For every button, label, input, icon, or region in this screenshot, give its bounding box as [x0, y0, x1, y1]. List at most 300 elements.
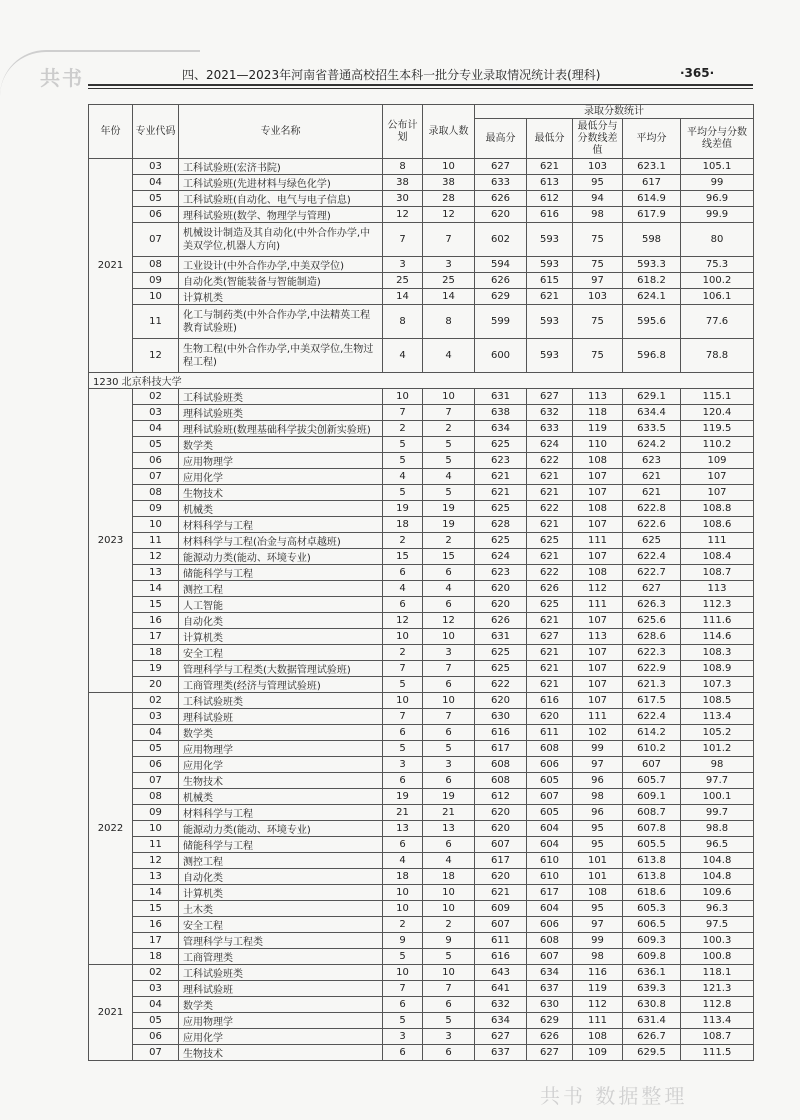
brand-logo: 共书: [40, 66, 84, 90]
cell-plan: 5: [383, 677, 423, 693]
cell-code: 04: [133, 725, 179, 741]
cell-max: 625: [475, 661, 527, 677]
cell-admit: 10: [423, 389, 475, 405]
cell-admit: 3: [423, 645, 475, 661]
cell-name: 储能科学与工程: [179, 837, 383, 853]
year-cell: 2021: [89, 965, 133, 1061]
cell-code: 02: [133, 389, 179, 405]
cell-avg-diff: 97.5: [681, 917, 754, 933]
cell-min-diff: 108: [573, 565, 623, 581]
cell-min-diff: 107: [573, 469, 623, 485]
table-row: [89, 741, 754, 757]
cell-min-diff: 95: [573, 821, 623, 837]
cell-avg: 636.1: [623, 965, 681, 981]
cell-code: 15: [133, 597, 179, 613]
cell-min: 616: [527, 693, 573, 709]
cell-avg: 623.1: [623, 159, 681, 175]
table-row: [89, 549, 754, 565]
cell-avg-diff: 100.2: [681, 273, 754, 289]
cell-code: 17: [133, 629, 179, 645]
cell-min: 633: [527, 421, 573, 437]
cell-name: 工科试验班(宏济书院): [179, 159, 383, 175]
cell-avg: 613.8: [623, 869, 681, 885]
cell-avg-diff: 121.3: [681, 981, 754, 997]
cell-admit: 7: [423, 981, 475, 997]
cell-name: 应用化学: [179, 1029, 383, 1045]
cell-plan: 25: [383, 273, 423, 289]
cell-avg: 596.8: [623, 339, 681, 373]
cell-max: 621: [475, 885, 527, 901]
cell-max: 599: [475, 305, 527, 339]
table-row: [89, 661, 754, 677]
cell-code: 14: [133, 581, 179, 597]
cell-avg: 614.9: [623, 191, 681, 207]
cell-avg-diff: 105.1: [681, 159, 754, 175]
table-row: [89, 1045, 754, 1061]
table-row: [89, 949, 754, 965]
cell-admit: 5: [423, 485, 475, 501]
cell-max: 627: [475, 1029, 527, 1045]
table-row: [89, 885, 754, 901]
page-number: ·365·: [680, 66, 715, 80]
cell-max: 634: [475, 421, 527, 437]
cell-avg: 622.9: [623, 661, 681, 677]
cell-name: 应用物理学: [179, 453, 383, 469]
cell-avg-diff: 107: [681, 469, 754, 485]
cell-plan: 19: [383, 789, 423, 805]
cell-max: 608: [475, 773, 527, 789]
cell-avg-diff: 112.3: [681, 597, 754, 613]
cell-plan: 5: [383, 1013, 423, 1029]
cell-name: 工科试验班类: [179, 389, 383, 405]
cell-min-diff: 75: [573, 223, 623, 257]
cell-plan: 5: [383, 453, 423, 469]
cell-admit: 5: [423, 453, 475, 469]
cell-max: 631: [475, 389, 527, 405]
cell-min: 607: [527, 949, 573, 965]
cell-min-diff: 110: [573, 437, 623, 453]
cell-avg: 622.8: [623, 501, 681, 517]
year-cell: 2021: [89, 159, 133, 373]
cell-min: 621: [527, 289, 573, 305]
cell-avg: 610.2: [623, 741, 681, 757]
cell-min-diff: 97: [573, 757, 623, 773]
cell-name: 材料科学与工程: [179, 805, 383, 821]
cell-plan: 2: [383, 421, 423, 437]
cell-avg-diff: 113.4: [681, 1013, 754, 1029]
cell-admit: 2: [423, 917, 475, 933]
cell-admit: 10: [423, 901, 475, 917]
cell-plan: 18: [383, 869, 423, 885]
cell-code: 04: [133, 997, 179, 1013]
cell-avg-diff: 96.9: [681, 191, 754, 207]
cell-admit: 7: [423, 223, 475, 257]
table-row: [89, 677, 754, 693]
cell-avg: 609.3: [623, 933, 681, 949]
col-group: 录取分数统计: [475, 105, 754, 119]
cell-max: 641: [475, 981, 527, 997]
cell-avg: 622.7: [623, 565, 681, 581]
cell-min-diff: 107: [573, 645, 623, 661]
cell-plan: 5: [383, 437, 423, 453]
cell-avg: 609.1: [623, 789, 681, 805]
cell-avg-diff: 108.7: [681, 565, 754, 581]
cell-avg-diff: 109.6: [681, 885, 754, 901]
cell-admit: 28: [423, 191, 475, 207]
header-rule-thin: [88, 88, 753, 89]
cell-max: 617: [475, 853, 527, 869]
cell-avg: 622.6: [623, 517, 681, 533]
cell-admit: 18: [423, 869, 475, 885]
cell-name: 安全工程: [179, 645, 383, 661]
cell-admit: 6: [423, 725, 475, 741]
cell-min: 621: [527, 645, 573, 661]
cell-avg: 618.2: [623, 273, 681, 289]
table-row: [89, 693, 754, 709]
cell-min: 605: [527, 805, 573, 821]
table-row: [89, 485, 754, 501]
cell-max: 626: [475, 613, 527, 629]
cell-min-diff: 96: [573, 805, 623, 821]
cell-min-diff: 107: [573, 693, 623, 709]
year-cell: 2022: [89, 693, 133, 965]
cell-min: 604: [527, 901, 573, 917]
cell-min: 629: [527, 1013, 573, 1029]
cell-avg-diff: 100.8: [681, 949, 754, 965]
watermark-text: 共书 数据整理: [540, 1084, 688, 1108]
cell-admit: 2: [423, 533, 475, 549]
table-row: [89, 405, 754, 421]
cell-code: 02: [133, 693, 179, 709]
cell-min-diff: 95: [573, 837, 623, 853]
cell-avg-diff: 99.9: [681, 207, 754, 223]
cell-min-diff: 97: [573, 273, 623, 289]
table-row: [89, 645, 754, 661]
cell-min-diff: 107: [573, 549, 623, 565]
cell-admit: 6: [423, 677, 475, 693]
cell-code: 06: [133, 207, 179, 223]
cell-avg-diff: 111.5: [681, 1045, 754, 1061]
cell-min-diff: 99: [573, 741, 623, 757]
cell-admit: 21: [423, 805, 475, 821]
cell-min: 622: [527, 453, 573, 469]
cell-avg-diff: 118.1: [681, 965, 754, 981]
cell-admit: 6: [423, 597, 475, 613]
cell-code: 10: [133, 289, 179, 305]
table-row: [89, 933, 754, 949]
cell-name: 安全工程: [179, 917, 383, 933]
cell-avg: 630.8: [623, 997, 681, 1013]
cell-code: 10: [133, 821, 179, 837]
cell-avg: 621: [623, 469, 681, 485]
cell-avg: 618.6: [623, 885, 681, 901]
cell-admit: 6: [423, 837, 475, 853]
cell-admit: 9: [423, 933, 475, 949]
cell-plan: 13: [383, 821, 423, 837]
cell-plan: 6: [383, 1045, 423, 1061]
cell-name: 机械类: [179, 501, 383, 517]
cell-name: 计算机类: [179, 289, 383, 305]
cell-plan: 5: [383, 485, 423, 501]
cell-avg: 598: [623, 223, 681, 257]
cell-max: 621: [475, 485, 527, 501]
cell-admit: 15: [423, 549, 475, 565]
cell-avg-diff: 106.1: [681, 289, 754, 305]
cell-name: 管理科学与工程类(大数据管理试验班): [179, 661, 383, 677]
table-row: [89, 597, 754, 613]
cell-name: 能源动力类(能动、环境专业): [179, 549, 383, 565]
cell-name: 计算机类: [179, 629, 383, 645]
cell-min: 612: [527, 191, 573, 207]
cell-admit: 10: [423, 629, 475, 645]
cell-min-diff: 112: [573, 581, 623, 597]
cell-plan: 2: [383, 645, 423, 661]
cell-max: 624: [475, 549, 527, 565]
header-swoosh-decoration: [0, 50, 200, 96]
cell-plan: 10: [383, 629, 423, 645]
cell-max: 607: [475, 917, 527, 933]
cell-min-diff: 98: [573, 789, 623, 805]
table-row: [89, 709, 754, 725]
table-row: [89, 821, 754, 837]
cell-min: 621: [527, 159, 573, 175]
cell-admit: 14: [423, 289, 475, 305]
cell-avg-diff: 110.2: [681, 437, 754, 453]
cell-name: 管理科学与工程类: [179, 933, 383, 949]
cell-max: 629: [475, 289, 527, 305]
cell-code: 15: [133, 901, 179, 917]
cell-avg: 613.8: [623, 853, 681, 869]
cell-plan: 6: [383, 597, 423, 613]
col-avg-diff: 平均分与分数线差值: [681, 119, 754, 159]
cell-plan: 30: [383, 191, 423, 207]
cell-code: 05: [133, 437, 179, 453]
cell-code: 17: [133, 933, 179, 949]
cell-avg-diff: 101.2: [681, 741, 754, 757]
cell-code: 07: [133, 223, 179, 257]
cell-avg: 629.1: [623, 389, 681, 405]
cell-avg-diff: 99.7: [681, 805, 754, 821]
cell-name: 工科试验班类: [179, 693, 383, 709]
cell-avg: 614.2: [623, 725, 681, 741]
cell-min: 622: [527, 501, 573, 517]
cell-name: 自动化类: [179, 869, 383, 885]
cell-min: 611: [527, 725, 573, 741]
cell-min-diff: 75: [573, 257, 623, 273]
cell-avg: 607.8: [623, 821, 681, 837]
header-rule: [88, 84, 753, 86]
cell-name: 工商管理类: [179, 949, 383, 965]
table-row: [89, 805, 754, 821]
cell-min: 593: [527, 257, 573, 273]
cell-avg: 625.6: [623, 613, 681, 629]
cell-name: 机械类: [179, 789, 383, 805]
cell-min-diff: 107: [573, 517, 623, 533]
cell-min-diff: 94: [573, 191, 623, 207]
table-row: [89, 917, 754, 933]
col-avg: 平均分: [623, 119, 681, 159]
cell-name: 生物工程(中外合作办学,中美双学位,生物过程工程): [179, 339, 383, 373]
cell-min-diff: 107: [573, 661, 623, 677]
cell-min: 621: [527, 613, 573, 629]
cell-plan: 6: [383, 725, 423, 741]
cell-code: 18: [133, 949, 179, 965]
cell-min-diff: 119: [573, 421, 623, 437]
cell-name: 自动化类(智能装备与智能制造): [179, 273, 383, 289]
cell-code: 09: [133, 273, 179, 289]
cell-min: 613: [527, 175, 573, 191]
cell-code: 06: [133, 757, 179, 773]
cell-max: 625: [475, 645, 527, 661]
cell-max: 620: [475, 581, 527, 597]
cell-admit: 10: [423, 885, 475, 901]
cell-max: 625: [475, 437, 527, 453]
cell-plan: 10: [383, 885, 423, 901]
cell-avg-diff: 114.6: [681, 629, 754, 645]
cell-admit: 4: [423, 581, 475, 597]
cell-min: 637: [527, 981, 573, 997]
cell-name: 理科试验班类: [179, 405, 383, 421]
cell-min: 606: [527, 917, 573, 933]
cell-code: 03: [133, 405, 179, 421]
cell-name: 数学类: [179, 997, 383, 1013]
cell-min: 593: [527, 223, 573, 257]
cell-avg: 623: [623, 453, 681, 469]
cell-min-diff: 75: [573, 339, 623, 373]
cell-min: 606: [527, 757, 573, 773]
cell-max: 622: [475, 677, 527, 693]
cell-plan: 10: [383, 693, 423, 709]
table-row: [89, 837, 754, 853]
cell-name: 理科试验班(数理基础科学拔尖创新实验班): [179, 421, 383, 437]
cell-max: 620: [475, 693, 527, 709]
table-row: [89, 853, 754, 869]
cell-max: 627: [475, 159, 527, 175]
table-row: [89, 421, 754, 437]
cell-max: 643: [475, 965, 527, 981]
cell-code: 08: [133, 485, 179, 501]
cell-avg-diff: 80: [681, 223, 754, 257]
cell-code: 05: [133, 1013, 179, 1029]
cell-min-diff: 108: [573, 1029, 623, 1045]
cell-admit: 4: [423, 469, 475, 485]
cell-admit: 12: [423, 613, 475, 629]
cell-min-diff: 101: [573, 853, 623, 869]
cell-plan: 7: [383, 981, 423, 997]
cell-code: 12: [133, 549, 179, 565]
cell-avg: 608.7: [623, 805, 681, 821]
cell-min-diff: 98: [573, 207, 623, 223]
cell-max: 626: [475, 273, 527, 289]
cell-plan: 10: [383, 389, 423, 405]
cell-avg-diff: 108.3: [681, 645, 754, 661]
cell-admit: 10: [423, 159, 475, 175]
cell-max: 621: [475, 469, 527, 485]
table-row: [89, 901, 754, 917]
cell-name: 工科试验班(自动化、电气与电子信息): [179, 191, 383, 207]
cell-avg-diff: 96.3: [681, 901, 754, 917]
cell-avg: 605.5: [623, 837, 681, 853]
cell-max: 594: [475, 257, 527, 273]
cell-min-diff: 96: [573, 773, 623, 789]
cell-min-diff: 107: [573, 677, 623, 693]
cell-min: 593: [527, 305, 573, 339]
cell-avg-diff: 105.2: [681, 725, 754, 741]
cell-code: 12: [133, 853, 179, 869]
cell-avg: 605.7: [623, 773, 681, 789]
cell-min-diff: 119: [573, 981, 623, 997]
cell-avg: 631.4: [623, 1013, 681, 1029]
cell-plan: 6: [383, 773, 423, 789]
cell-min-diff: 108: [573, 501, 623, 517]
cell-avg-diff: 107.3: [681, 677, 754, 693]
cell-name: 理科试验班(数学、物理学与管理): [179, 207, 383, 223]
cell-name: 化工与制药类(中外合作办学,中法精英工程教育试验班): [179, 305, 383, 339]
cell-admit: 4: [423, 339, 475, 373]
cell-min: 621: [527, 517, 573, 533]
cell-avg-diff: 111: [681, 533, 754, 549]
cell-min-diff: 111: [573, 597, 623, 613]
cell-code: 04: [133, 175, 179, 191]
cell-avg: 622.3: [623, 645, 681, 661]
cell-avg: 622.4: [623, 709, 681, 725]
university-row: [89, 373, 754, 389]
cell-name: 数学类: [179, 725, 383, 741]
cell-admit: 19: [423, 501, 475, 517]
cell-min: 608: [527, 741, 573, 757]
cell-max: 626: [475, 191, 527, 207]
cell-code: 13: [133, 869, 179, 885]
cell-min: 593: [527, 339, 573, 373]
cell-code: 07: [133, 1045, 179, 1061]
cell-name: 材料科学与工程: [179, 517, 383, 533]
cell-max: 602: [475, 223, 527, 257]
cell-max: 616: [475, 949, 527, 965]
cell-avg: 595.6: [623, 305, 681, 339]
cell-code: 16: [133, 613, 179, 629]
cell-admit: 38: [423, 175, 475, 191]
cell-admit: 25: [423, 273, 475, 289]
cell-avg-diff: 99: [681, 175, 754, 191]
cell-admit: 6: [423, 997, 475, 1013]
cell-avg: 607: [623, 757, 681, 773]
cell-avg-diff: 113: [681, 581, 754, 597]
cell-avg: 639.3: [623, 981, 681, 997]
cell-plan: 4: [383, 853, 423, 869]
cell-avg-diff: 108.8: [681, 501, 754, 517]
cell-plan: 3: [383, 757, 423, 773]
cell-max: 612: [475, 789, 527, 805]
cell-avg-diff: 100.1: [681, 789, 754, 805]
cell-max: 620: [475, 805, 527, 821]
cell-plan: 7: [383, 661, 423, 677]
cell-plan: 6: [383, 997, 423, 1013]
cell-name: 测控工程: [179, 853, 383, 869]
cell-avg: 626.3: [623, 597, 681, 613]
cell-min: 621: [527, 661, 573, 677]
cell-code: 07: [133, 773, 179, 789]
cell-min: 607: [527, 789, 573, 805]
cell-admit: 6: [423, 1045, 475, 1061]
cell-admit: 13: [423, 821, 475, 837]
cell-admit: 3: [423, 757, 475, 773]
cell-plan: 7: [383, 223, 423, 257]
cell-code: 10: [133, 517, 179, 533]
cell-min: 627: [527, 389, 573, 405]
cell-max: 608: [475, 757, 527, 773]
cell-avg-diff: 96.5: [681, 837, 754, 853]
cell-name: 人工智能: [179, 597, 383, 613]
